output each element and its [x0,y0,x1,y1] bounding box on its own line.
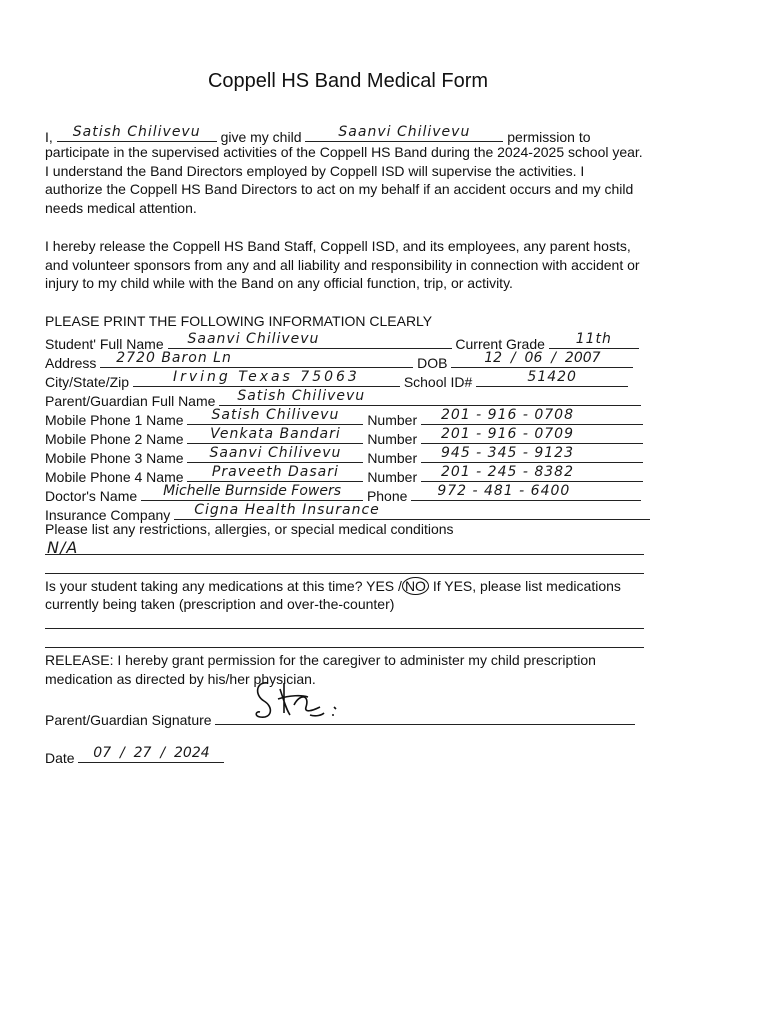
date-month: 07 [93,745,112,761]
phone-4-name-value: Praveeth Dasari [211,464,339,480]
conditions-answer: N/A [47,538,79,557]
student-name-label: Student' Full Name [45,336,164,352]
guardian-label: Parent/Guardian Full Name [45,393,216,409]
dob-year: 2007 [564,350,601,366]
doctor-field[interactable] [141,484,363,501]
school-id-field[interactable] [476,370,628,387]
medications-line-1[interactable] [45,628,644,629]
student-row [45,332,639,352]
signature-mark [250,675,350,725]
dob-month: 12 [484,350,503,366]
date-label: Date [45,750,75,766]
consent-mid: give my child [220,129,302,145]
phone-1-name-value: Satish Chilivevu [211,407,340,423]
liability-release-text: I hereby release the Coppell HS Band Staff, Coppell ISD, and its employees, any parent hosts, and volunteer sponsors from any and all liability and responsibility in connection with accident or injury to my child while with the Band on any official function, trip, or activity. [45,238,640,292]
consent-first-line [45,125,591,145]
info-heading: PLEASE PRINT THE FOLLOWING INFORMATION CLEARLY [45,313,433,329]
insurance-label: Insurance Company [45,507,171,523]
city-value: Irving Texas 75063 [172,369,360,385]
medications-q2: If YES, please list medications [432,578,621,594]
guardian-value: Satish Chilivevu [237,388,366,404]
dob-day: 06 [524,350,543,366]
phone-2-label: Mobile Phone 2 Name [45,431,184,447]
doctor-phone-value: 972 - 481 - 6400 [437,483,571,499]
phone-1-label: Mobile Phone 1 Name [45,412,184,428]
phone-4-number-value: 201 - 245 - 8382 [441,464,574,480]
dob-label: DOB [417,355,448,371]
school-id-value: 51420 [527,369,577,385]
consent-suffix: permission to [507,129,591,145]
dob-field[interactable] [451,351,633,368]
phone-1-name-field[interactable] [187,408,363,425]
phone-2-name-field[interactable] [187,427,363,444]
date-row [45,746,224,766]
city-label: City/State/Zip [45,374,130,390]
date-sep-1: / [120,745,125,761]
phone-row-1 [45,408,643,428]
doctor-phone-field[interactable] [411,484,641,501]
date-field[interactable] [78,746,224,763]
insurance-value: Cigna Health Insurance [194,502,380,518]
grade-label: Current Grade [455,336,545,352]
doctor-label: Doctor's Name [45,488,138,504]
phone-row-4 [45,465,643,485]
parent-name-field[interactable] [57,125,217,142]
consent-prefix: I, [45,129,53,145]
child-name-value: Saanvi Chilivevu [338,124,471,140]
dob-sep-2: / [551,350,556,366]
phone-4-label: Mobile Phone 4 Name [45,469,184,485]
school-id-label: School ID# [403,374,473,390]
grade-field[interactable] [549,332,639,349]
conditions-line-1[interactable] [45,554,644,555]
date-value [78,745,224,761]
medications-question [45,577,621,595]
date-day: 27 [133,745,152,761]
phone-3-number-value: 945 - 345 - 9123 [441,445,574,461]
doctor-row [45,484,641,504]
insurance-row [45,503,650,523]
doctor-value: Michelle Burnside Fowers [163,483,342,499]
phone-3-number-label: Number [367,450,418,466]
phone-3-name-value: Saanvi Chilivevu [209,445,342,461]
phone-3-name-field[interactable] [187,446,363,463]
signature-label: Parent/Guardian Signature [45,712,212,728]
student-name-value: Saanvi Chilivevu [187,331,320,347]
no-answer-circled[interactable]: NO [402,577,429,595]
dob-sep-1: / [510,350,516,366]
address-value: 2720 Baron Ln [116,350,232,366]
guardian-row [45,389,641,409]
student-name-field[interactable] [168,332,452,349]
medications-q1: Is your student taking any medications at this time? YES / [45,578,402,594]
address-field[interactable] [100,351,413,368]
doctor-phone-label: Phone [366,488,408,504]
phone-4-number-field[interactable] [421,465,643,482]
city-field[interactable] [133,370,400,387]
dob-value [451,350,633,366]
phone-row-2 [45,427,643,447]
form-title: Coppell HS Band Medical Form [207,70,489,92]
phone-1-number-field[interactable] [421,408,643,425]
phone-row-3 [45,446,643,466]
phone-4-name-field[interactable] [187,465,363,482]
address-row [45,351,633,371]
conditions-line-2[interactable] [45,573,644,574]
guardian-field[interactable] [219,389,641,406]
conditions-prompt: Please list any restrictions, allergies, or special medical conditions [45,521,454,537]
phone-3-number-field[interactable] [421,446,643,463]
release-text: RELEASE: I hereby grant permission for the caregiver to administer my child prescription medication as directed by his/her physician. [45,652,596,687]
address-label: Address [45,355,97,371]
medications-line-2[interactable] [45,647,644,648]
city-row [45,370,628,390]
phone-1-number-value: 201 - 916 - 0708 [441,407,574,423]
date-sep-2: / [160,745,166,761]
phone-1-number-label: Number [367,412,418,428]
parent-name-value: Satish Chilivevu [72,124,201,140]
grade-value: 11th [575,331,612,347]
child-name-field[interactable] [305,125,503,142]
phone-2-name-value: Venkata Bandari [210,426,341,442]
consent-body: participate in the supervised activities of the Coppell HS Band during the 2024-2025 school year. I understand the Band Directors employed by Coppell ISD will supervise the activities. I authorize the Coppell HS Band Directors to act on my behalf if an accident occurs and my child needs medical attention. [45,144,643,217]
phone-4-number-label: Number [367,469,418,485]
date-year: 2024 [174,745,210,761]
phone-2-number-value: 201 - 916 - 0709 [441,426,574,442]
phone-2-number-label: Number [367,431,418,447]
insurance-field[interactable] [174,503,650,520]
phone-2-number-field[interactable] [421,427,643,444]
medications-q3: currently being taken (prescription and over-the-counter) [45,596,395,612]
phone-3-label: Mobile Phone 3 Name [45,450,184,466]
